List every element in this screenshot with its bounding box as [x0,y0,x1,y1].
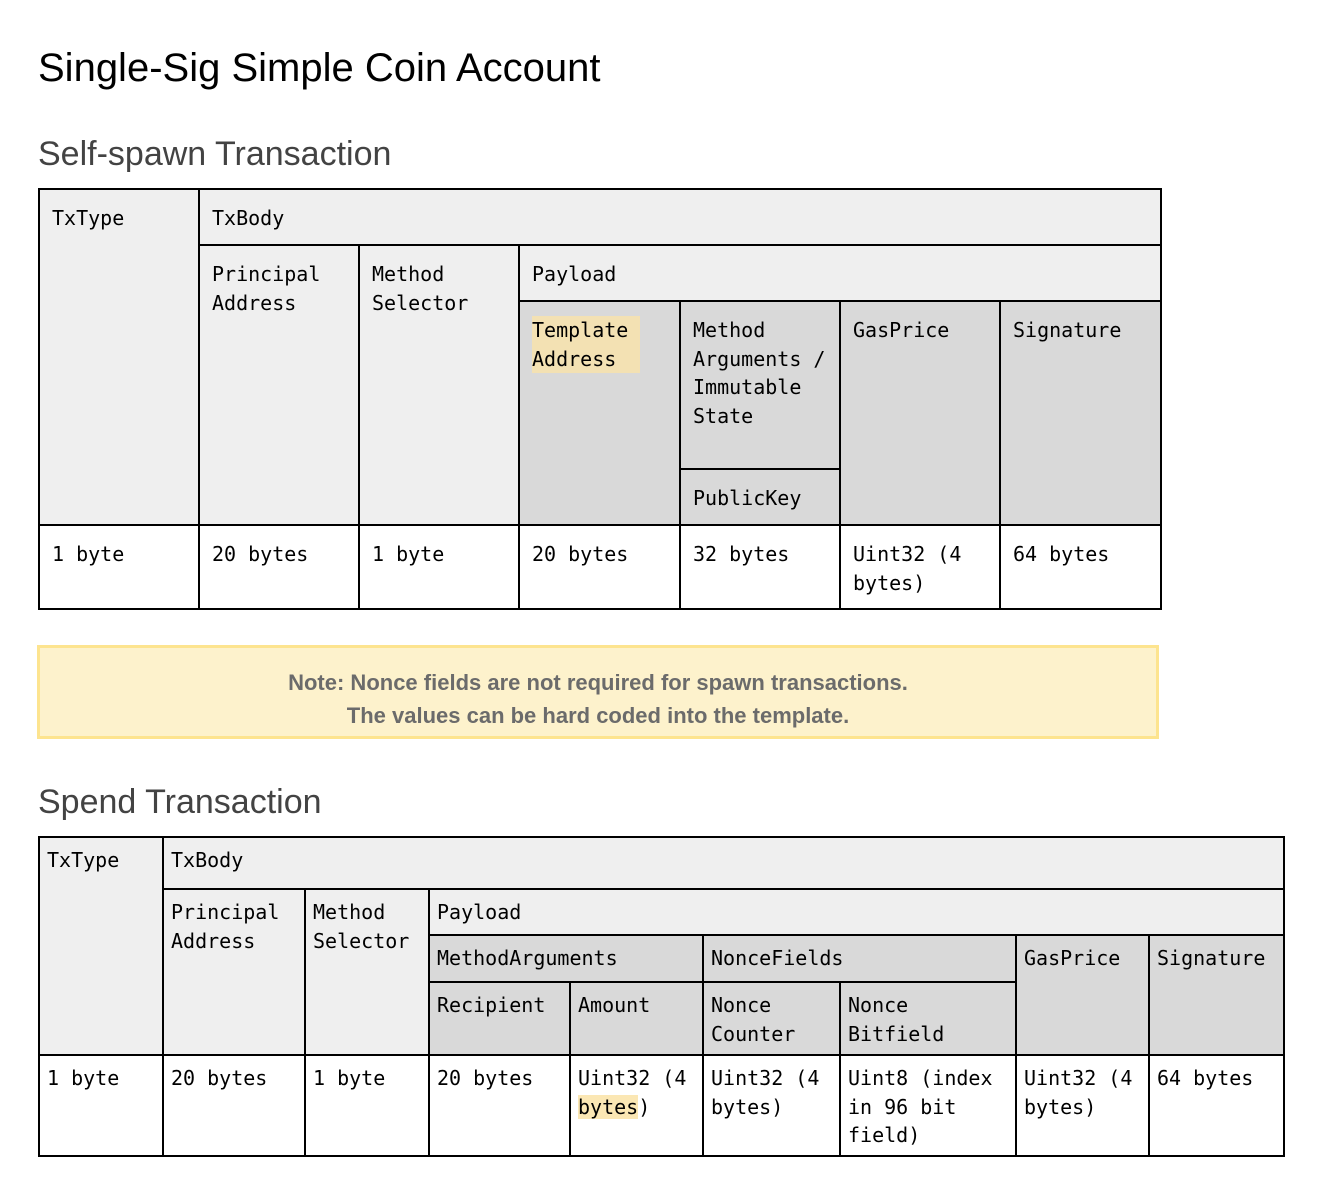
template-address-highlight: Template Address [532,316,640,373]
note-box [37,645,1159,739]
method-arguments-header: Method Arguments / Immutable State [680,301,840,469]
principal-address-header: Principal Address [199,245,359,525]
nonce-counter-header: Nonce Counter [703,982,840,1055]
method-selector-header: Method Selector [305,889,429,1055]
size-cell: 20 bytes [429,1055,570,1156]
size-cell: 20 bytes [519,525,680,609]
txtype-header: TxType [39,189,199,525]
amount-bytes-highlight: bytes [578,1094,639,1119]
nonce-fields-header: NonceFields [703,935,1016,982]
size-cell: 1 byte [359,525,519,609]
nonce-bitfield-header: Nonce Bitfield [840,982,1016,1055]
spend-table [38,836,1285,1157]
size-cell: Uint32 (4 bytes) [1016,1055,1149,1156]
size-cell: 20 bytes [163,1055,305,1156]
payload-header: Payload [519,245,1161,301]
self-spawn-table [38,188,1162,610]
payload-header: Payload [429,889,1284,935]
txbody-header: TxBody [199,189,1161,245]
size-cell: 64 bytes [1149,1055,1284,1156]
spend-heading: Spend Transaction [38,783,322,821]
signature-header: Signature [1000,301,1161,525]
page-title: Single-Sig Simple Coin Account [38,46,601,90]
note-line-1: Note: Nonce fields are not required for spawn transactions. [288,670,908,695]
txbody-header: TxBody [163,837,1284,889]
principal-address-header: Principal Address [163,889,305,1055]
self-spawn-heading: Self-spawn Transaction [38,135,392,173]
size-cell: 20 bytes [199,525,359,609]
public-key-header: PublicKey [680,469,840,525]
method-arguments-header: MethodArguments [429,935,703,982]
size-cell: 1 byte [39,1055,163,1156]
amount-size-cell: Uint32 (4 bytes) [570,1055,703,1156]
size-cell: 64 bytes [1000,525,1161,609]
method-selector-header: Method Selector [359,245,519,525]
template-address-header [519,301,680,525]
amount-header: Amount [570,982,703,1055]
size-cell: 32 bytes [680,525,840,609]
gas-price-header: GasPrice [1016,935,1149,1055]
recipient-header: Recipient [429,982,570,1055]
signature-header: Signature [1149,935,1284,1055]
size-cell: Uint32 (4 bytes) [703,1055,840,1156]
size-cell: 1 byte [39,525,199,609]
size-cell: 1 byte [305,1055,429,1156]
size-cell: Uint8 (index in 96 bit field) [840,1055,1016,1156]
gas-price-header: GasPrice [840,301,1000,525]
size-cell: Uint32 (4 bytes) [840,525,1000,609]
txtype-header: TxType [39,837,163,1055]
note-line-2: The values can be hard coded into the template. [346,703,850,728]
